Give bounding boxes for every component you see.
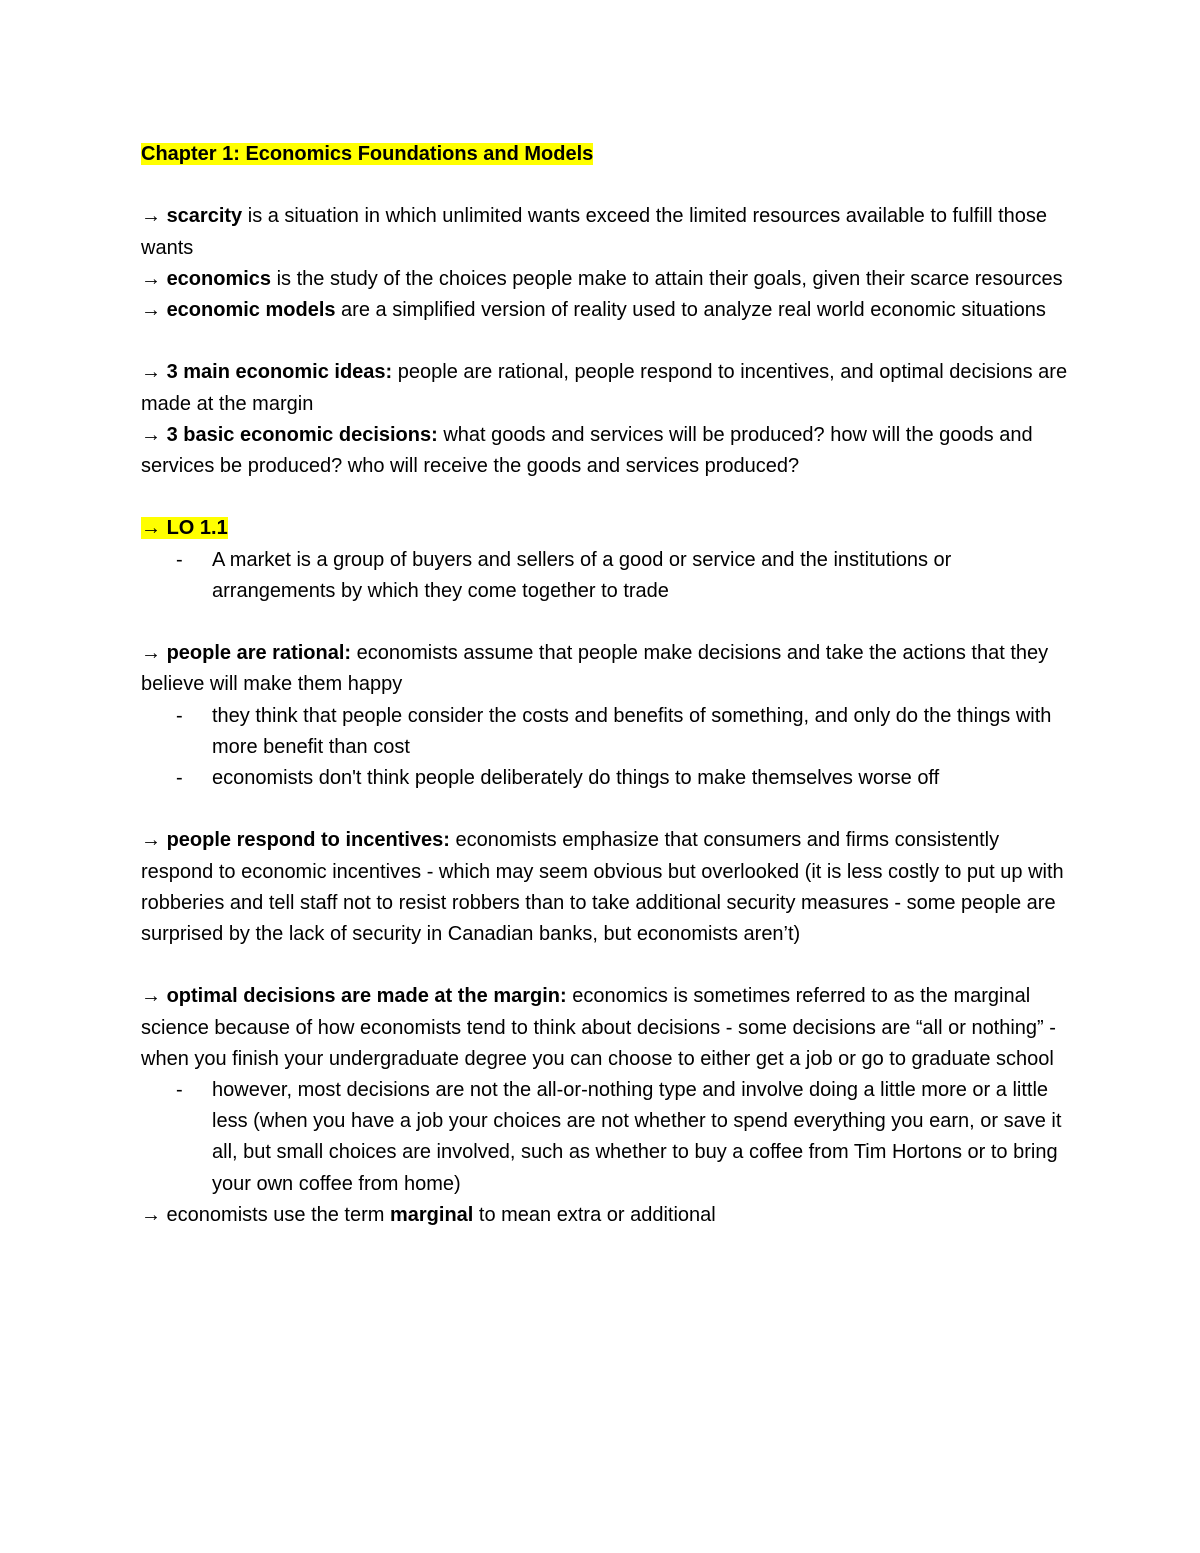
blank-line	[141, 950, 1071, 981]
term-rational: people are rational:	[166, 642, 352, 665]
definition-economics	[141, 264, 1071, 295]
bullet-text: A market is a group of buyers and sellers of a good or service and the institutions or arrangements by which they come together to trade	[212, 548, 952, 602]
term-marginal: marginal	[389, 1203, 474, 1226]
arrow-glyph: →	[141, 299, 161, 321]
dash-glyph: -	[176, 1079, 183, 1101]
blank-line	[141, 170, 1071, 201]
bullet-text: economists don't think people deliberately do things to make themselves worse off	[212, 767, 940, 789]
arrow-glyph: →	[141, 205, 161, 228]
chapter-title-line	[141, 139, 1071, 170]
arrow-glyph: →	[141, 985, 161, 1008]
term-economic-models: economic models	[166, 299, 336, 321]
marginal-before: economists use the term	[161, 1203, 390, 1226]
margin-paragraph	[141, 981, 1071, 1075]
main-ideas-text: people are rational, people respond to incentives, and optimal decisions are made at the margin	[141, 361, 1068, 415]
dash-glyph: -	[176, 767, 183, 789]
list-item	[141, 763, 1071, 794]
chapter-title: Chapter 1: Economics Foundations and Models	[141, 143, 594, 165]
list-item	[141, 701, 1071, 763]
arrow-glyph: →	[141, 1203, 161, 1226]
marginal-after: to mean extra or additional	[473, 1203, 716, 1226]
incentives-paragraph	[141, 825, 1071, 950]
lo-bullet-list	[141, 545, 1071, 607]
term-margin: optimal decisions are made at the margin:	[166, 985, 567, 1008]
dash-glyph: -	[176, 704, 183, 727]
definition-text: is a situation in which unlimited wants exceed the limited resources available to fulfill those wants	[141, 205, 1048, 259]
basic-decisions-text: what goods and services will be produced? how will the goods and services be produced? who will receive the goods and services produced?	[141, 423, 1033, 477]
blank-line	[141, 482, 1071, 513]
lo-heading-line	[141, 513, 1071, 544]
blank-line	[141, 326, 1071, 357]
term-economics: economics	[166, 267, 272, 290]
dash-glyph: -	[176, 548, 183, 571]
arrow-glyph: →	[141, 267, 161, 290]
bullet-text: they think that people consider the costs and benefits of something, and only do the things with more benefit than cost	[212, 704, 1052, 758]
term-basic-decisions: 3 basic economic decisions:	[166, 423, 438, 446]
blank-line	[141, 607, 1071, 638]
arrow-glyph: →	[141, 642, 161, 665]
marginal-definition	[141, 1200, 1071, 1231]
incentives-text: economists emphasize that consumers and firms consistently respond to economic incentives - which may seem obvious but overlooked (it is less costly to put up with robberies and tell staff not to resist robbers than to take additional security measures - some people are surprised by the lack of security in Canadian banks, but economists aren’t)	[141, 829, 1064, 945]
arrow-glyph: →	[141, 423, 161, 446]
rational-bullet-list	[141, 701, 1071, 795]
main-ideas	[141, 357, 1071, 419]
lo-label: LO 1.1	[166, 517, 228, 540]
basic-decisions	[141, 420, 1071, 482]
list-item	[141, 545, 1071, 607]
rational-paragraph	[141, 638, 1071, 700]
definition-economic-models	[141, 295, 1071, 326]
document-page	[141, 139, 1071, 1231]
term-main-ideas: 3 main economic ideas:	[166, 361, 393, 384]
arrow-glyph: →	[141, 829, 161, 852]
definition-text: is the study of the choices people make to attain their goals, given their scarce resources	[271, 267, 1063, 290]
margin-bullet-list	[141, 1075, 1071, 1200]
rational-text: economists assume that people make decisions and take the actions that they believe will make them happy	[141, 642, 1049, 696]
margin-text: economics is sometimes referred to as the marginal science because of how economists tend to think about decisions - some decisions are “all or nothing” - when you finish your undergraduate degree you can choose to either get a job or go to graduate school	[141, 985, 1056, 1070]
definition-text: are a simplified version of reality used to analyze real world economic situations	[335, 299, 1046, 321]
arrow-glyph: →	[141, 517, 161, 540]
list-item	[141, 1075, 1071, 1200]
blank-line	[141, 794, 1071, 825]
term-incentives: people respond to incentives:	[166, 829, 450, 852]
lo-heading	[141, 517, 228, 539]
definition-scarcity	[141, 201, 1071, 263]
term-scarcity: scarcity	[166, 205, 243, 228]
bullet-text: however, most decisions are not the all-or-nothing type and involve doing a little more or a little less (when you have a job your choices are not whether to spend everything you earn, or save it all, but small choices are involved, such as whether to buy a coffee from Tim Hortons or to bring your own coffee from home)	[212, 1079, 1062, 1195]
arrow-glyph: →	[141, 361, 161, 384]
